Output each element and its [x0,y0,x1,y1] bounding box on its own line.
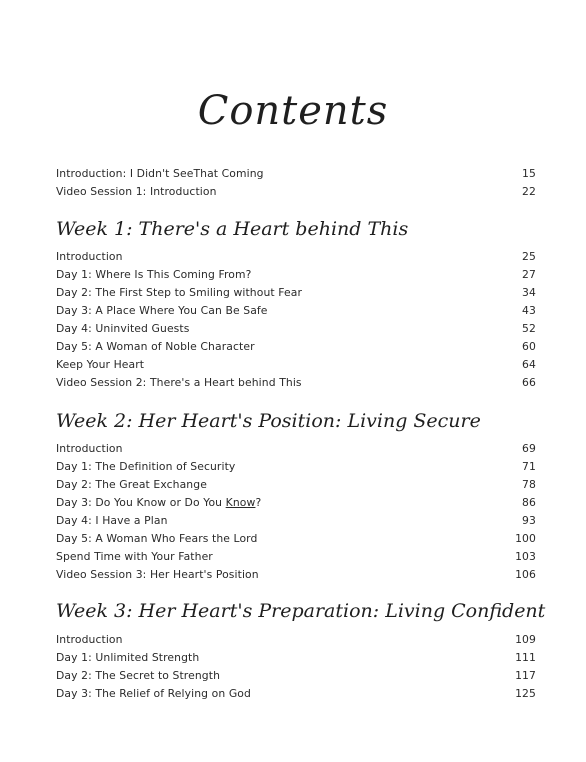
toc-entry[interactable] [56,478,536,496]
toc-entry-label [56,496,261,509]
toc-entry-page: 111 [515,651,536,664]
week-2-heading: Week 2: Her Heart's Position: Living Secure [56,410,481,432]
toc-entry-page: 106 [515,568,536,581]
toc-entry-page: 125 [515,687,536,700]
toc-entry-page: 15 [522,167,536,180]
page-title: Contents [197,88,389,134]
toc-entry-label: Video Session 1: Introduction [56,185,217,198]
toc-entry[interactable] [56,633,536,651]
toc-entry-label: Day 2: The Great Exchange [56,478,207,491]
toc-entry-page: 69 [522,442,536,455]
toc-entry-label: Day 4: I Have a Plan [56,514,168,527]
toc-entry-label: Introduction [56,633,123,646]
toc-entry[interactable] [56,376,536,394]
toc-entry[interactable] [56,532,536,550]
toc-entry-label-text: Day 3: Do You Know or Do You [56,496,223,509]
toc-entry[interactable] [56,322,536,340]
toc-entry-page: 71 [522,460,536,473]
toc-entry[interactable] [56,167,536,185]
toc-entry-label: Day 5: A Woman Who Fears the Lord [56,532,258,545]
toc-entry-page: 64 [522,358,536,371]
toc-entry-label: Day 1: The Definition of Security [56,460,236,473]
toc-entry-page: 117 [515,669,536,682]
toc-entry-label: Day 3: A Place Where You Can Be Safe [56,304,268,317]
toc-entry-page: 103 [515,550,536,563]
toc-entry-label: Day 5: A Woman of Noble Character [56,340,255,353]
toc-entry-label: Introduction [56,442,123,455]
toc-entry[interactable] [56,514,536,532]
toc-entry[interactable] [56,250,536,268]
toc-entry-page: 100 [515,532,536,545]
toc-entry[interactable] [56,340,536,358]
toc-entry[interactable] [56,460,536,478]
toc-entry[interactable] [56,304,536,322]
toc-entry-page: 93 [522,514,536,527]
toc-entry-page: 43 [522,304,536,317]
toc-entry-label: Day 1: Unlimited Strength [56,651,200,664]
toc-entry-page: 22 [522,185,536,198]
toc-entry[interactable] [56,442,536,460]
toc-entry-label-underlined: Know [225,496,256,509]
toc-entry-page: 60 [522,340,536,353]
toc-entry-label: Introduction: I Didn't SeeThat Coming [56,167,264,180]
toc-entry-label: Introduction [56,250,123,263]
toc-entry-label: Video Session 2: There's a Heart behind This [56,376,302,389]
toc-entry-page: 34 [522,286,536,299]
toc-entry-page: 78 [522,478,536,491]
toc-entry-page: 66 [522,376,536,389]
toc-entry[interactable] [56,568,536,586]
toc-entry-label-suffix: ? [255,496,262,509]
week-3-heading: Week 3: Her Heart's Preparation: Living Confident [56,600,546,622]
toc-entry[interactable] [56,185,536,203]
toc-entry-page: 52 [522,322,536,335]
toc-entry[interactable] [56,358,536,376]
toc-entry[interactable] [56,268,536,286]
toc-entry-label: Keep Your Heart [56,358,145,371]
toc-entry-label: Day 1: Where Is This Coming From? [56,268,252,281]
toc-entry-label: Day 4: Uninvited Guests [56,322,190,335]
toc-entry-label: Day 3: The Relief of Relying on God [56,687,251,700]
toc-entry-page: 109 [515,633,536,646]
toc-entry-label: Day 2: The Secret to Strength [56,669,221,682]
toc-entry-label: Video Session 3: Her Heart's Position [56,568,259,581]
toc-entry-page: 25 [522,250,536,263]
toc-entry-label: Spend Time with Your Father [56,550,213,563]
toc-entry[interactable] [56,669,536,687]
toc-entry[interactable] [56,651,536,669]
toc-entry[interactable] [56,496,536,514]
toc-entry[interactable] [56,286,536,304]
toc-entry-label: Day 2: The First Step to Smiling without Fear [56,286,302,299]
toc-entry[interactable] [56,550,536,568]
week-1-heading: Week 1: There's a Heart behind This [56,218,409,240]
toc-entry-page: 27 [522,268,536,281]
toc-entry-page: 86 [522,496,536,509]
toc-entry[interactable] [56,687,536,705]
